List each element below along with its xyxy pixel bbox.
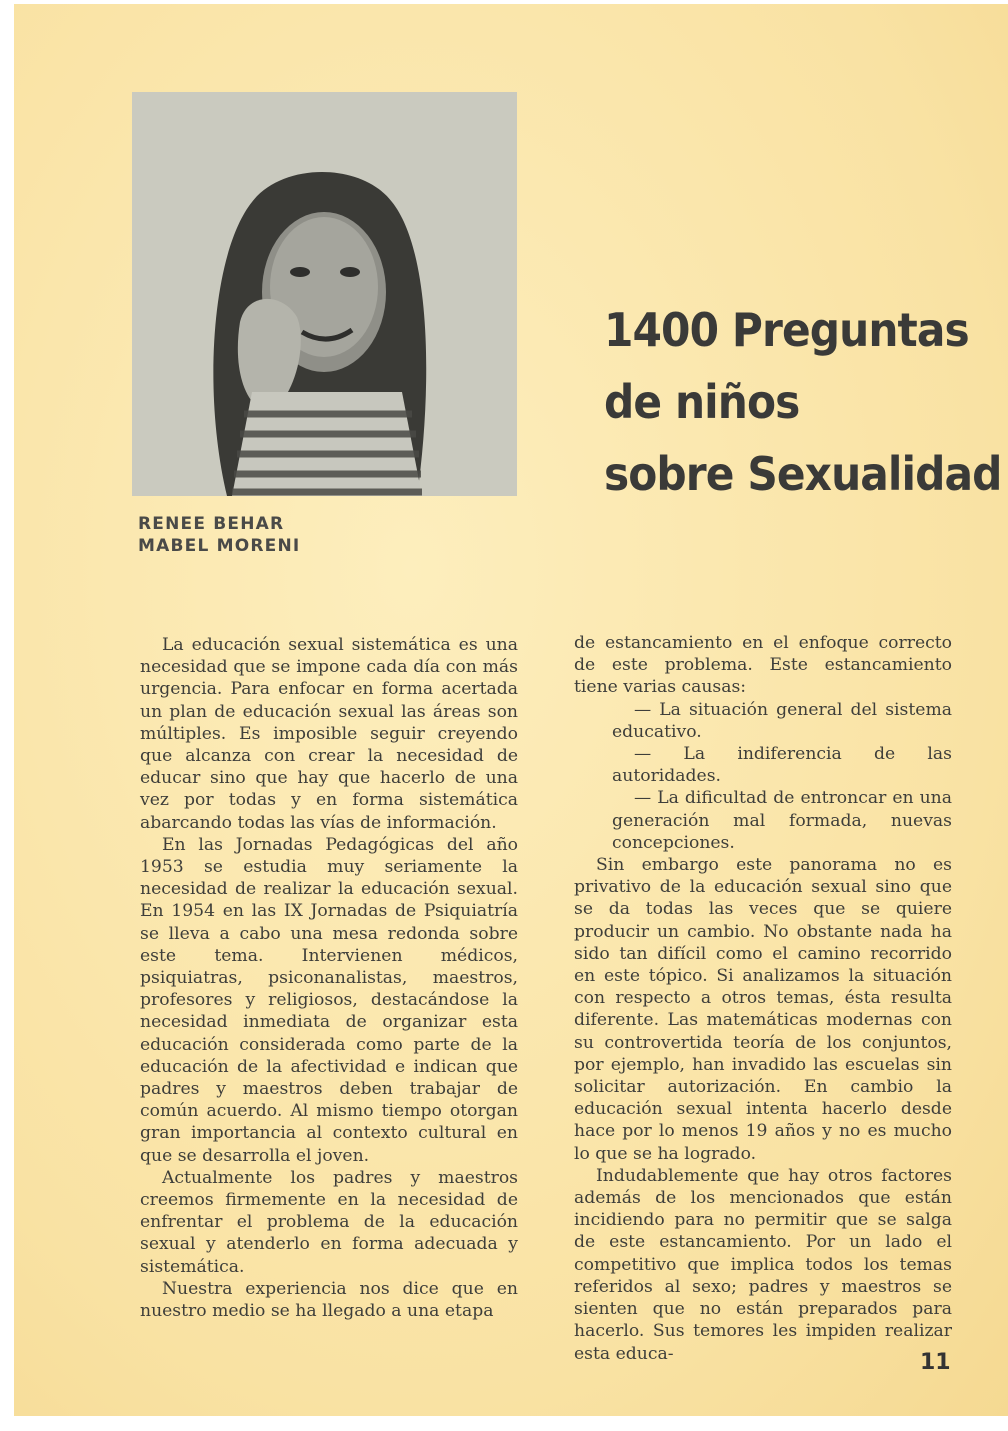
title-line: de niños	[604, 375, 800, 429]
paragraph: de estancamiento en el enfoque correcto de este problema. Este estancamiento tiene varias causas:	[574, 633, 952, 698]
list-item: — La indiferencia de las autoridades.	[612, 744, 952, 787]
magazine-page	[14, 4, 1008, 1416]
authors	[138, 513, 300, 557]
title-line: sobre Sexualidad	[604, 447, 1002, 501]
paragraph: Sin embargo este panorama no es privativo de la educación sexual sino que se da todas las veces que se quiere producir un cambio. No obstante nada ha sido tan difícil como el camino recorrido en este tópico. Si analizamos la situación con respecto a otros temas, ésta resulta diferente. Las matemáticas modernas con su controvertida teoría de los conjuntos, por ejemplo, han invadido las escuelas sin solicitar autorización. En cambio la educación sexual intenta hacerlo desde hace por lo menos 19 años y no es mucho lo que se ha logrado.	[574, 855, 952, 1164]
page-number: 11	[920, 1350, 951, 1375]
paragraph: Actualmente los padres y maestros creemos firmemente en la necesidad de enfrentar el problema de la educación sexual y atenderlo en forma adecuada y sistemática.	[140, 1167, 518, 1277]
list-item: — La dificultad de entroncar en una generación mal formada, nuevas concepciones.	[612, 788, 952, 853]
article-title	[604, 294, 1002, 510]
title-line: 1400 Preguntas	[604, 303, 969, 357]
text-column-left	[140, 634, 518, 1322]
paragraph: En las Jornadas Pedagógicas del año 1953 se estudia muy seriamente la necesidad de realizar la educación sexual. En 1954 en las IX Jornadas de Psiquiatría se lleva a cabo una mesa redonda sobre este tema. Intervienen médicos, psiquiatras, psiconanalistas, maestros, profesores y religiosos, destacándose la necesidad inmediata de organizar esta educación considerada como parte de la educación de la afectividad e indican que padres y maestros deben trabajar de común acuerdo. Al mismo tiempo otorgan gran importancia al contexto cultural en que se desarrolla el joven.	[140, 834, 518, 1166]
paragraph: Nuestra experiencia nos dice que en nuestro medio se ha llegado a una etapa	[140, 1278, 518, 1322]
paragraph: La educación sexual sistemática es una necesidad que se impone cada día con más urgencia. Para enfocar en forma acertada un plan de educación sexual las áreas son múltiples. Es imposible seguir creyendo que alcanza con crear la necesidad de educar sino que hay que hacerlo de una vez por todas y en forma sistemática abarcando todas las vías de información.	[140, 635, 518, 833]
text-column-right	[574, 632, 952, 1365]
portrait-photo	[132, 92, 517, 496]
author-name: RENEE BEHAR	[138, 514, 285, 534]
list-item: — La situación general del sistema educativo.	[612, 699, 952, 742]
paragraph: Indudablemente que hay otros factores además de los mencionados que están incidiendo para no permitir que se salga de este estancamiento. Por un lado el competitivo que implica todos los temas referidos al sexo; padres y maestros se sienten que no están preparados para hacerlo. Sus temores les impiden realizar esta educa-	[574, 1165, 952, 1364]
author-name: MABEL MORENI	[138, 536, 301, 556]
